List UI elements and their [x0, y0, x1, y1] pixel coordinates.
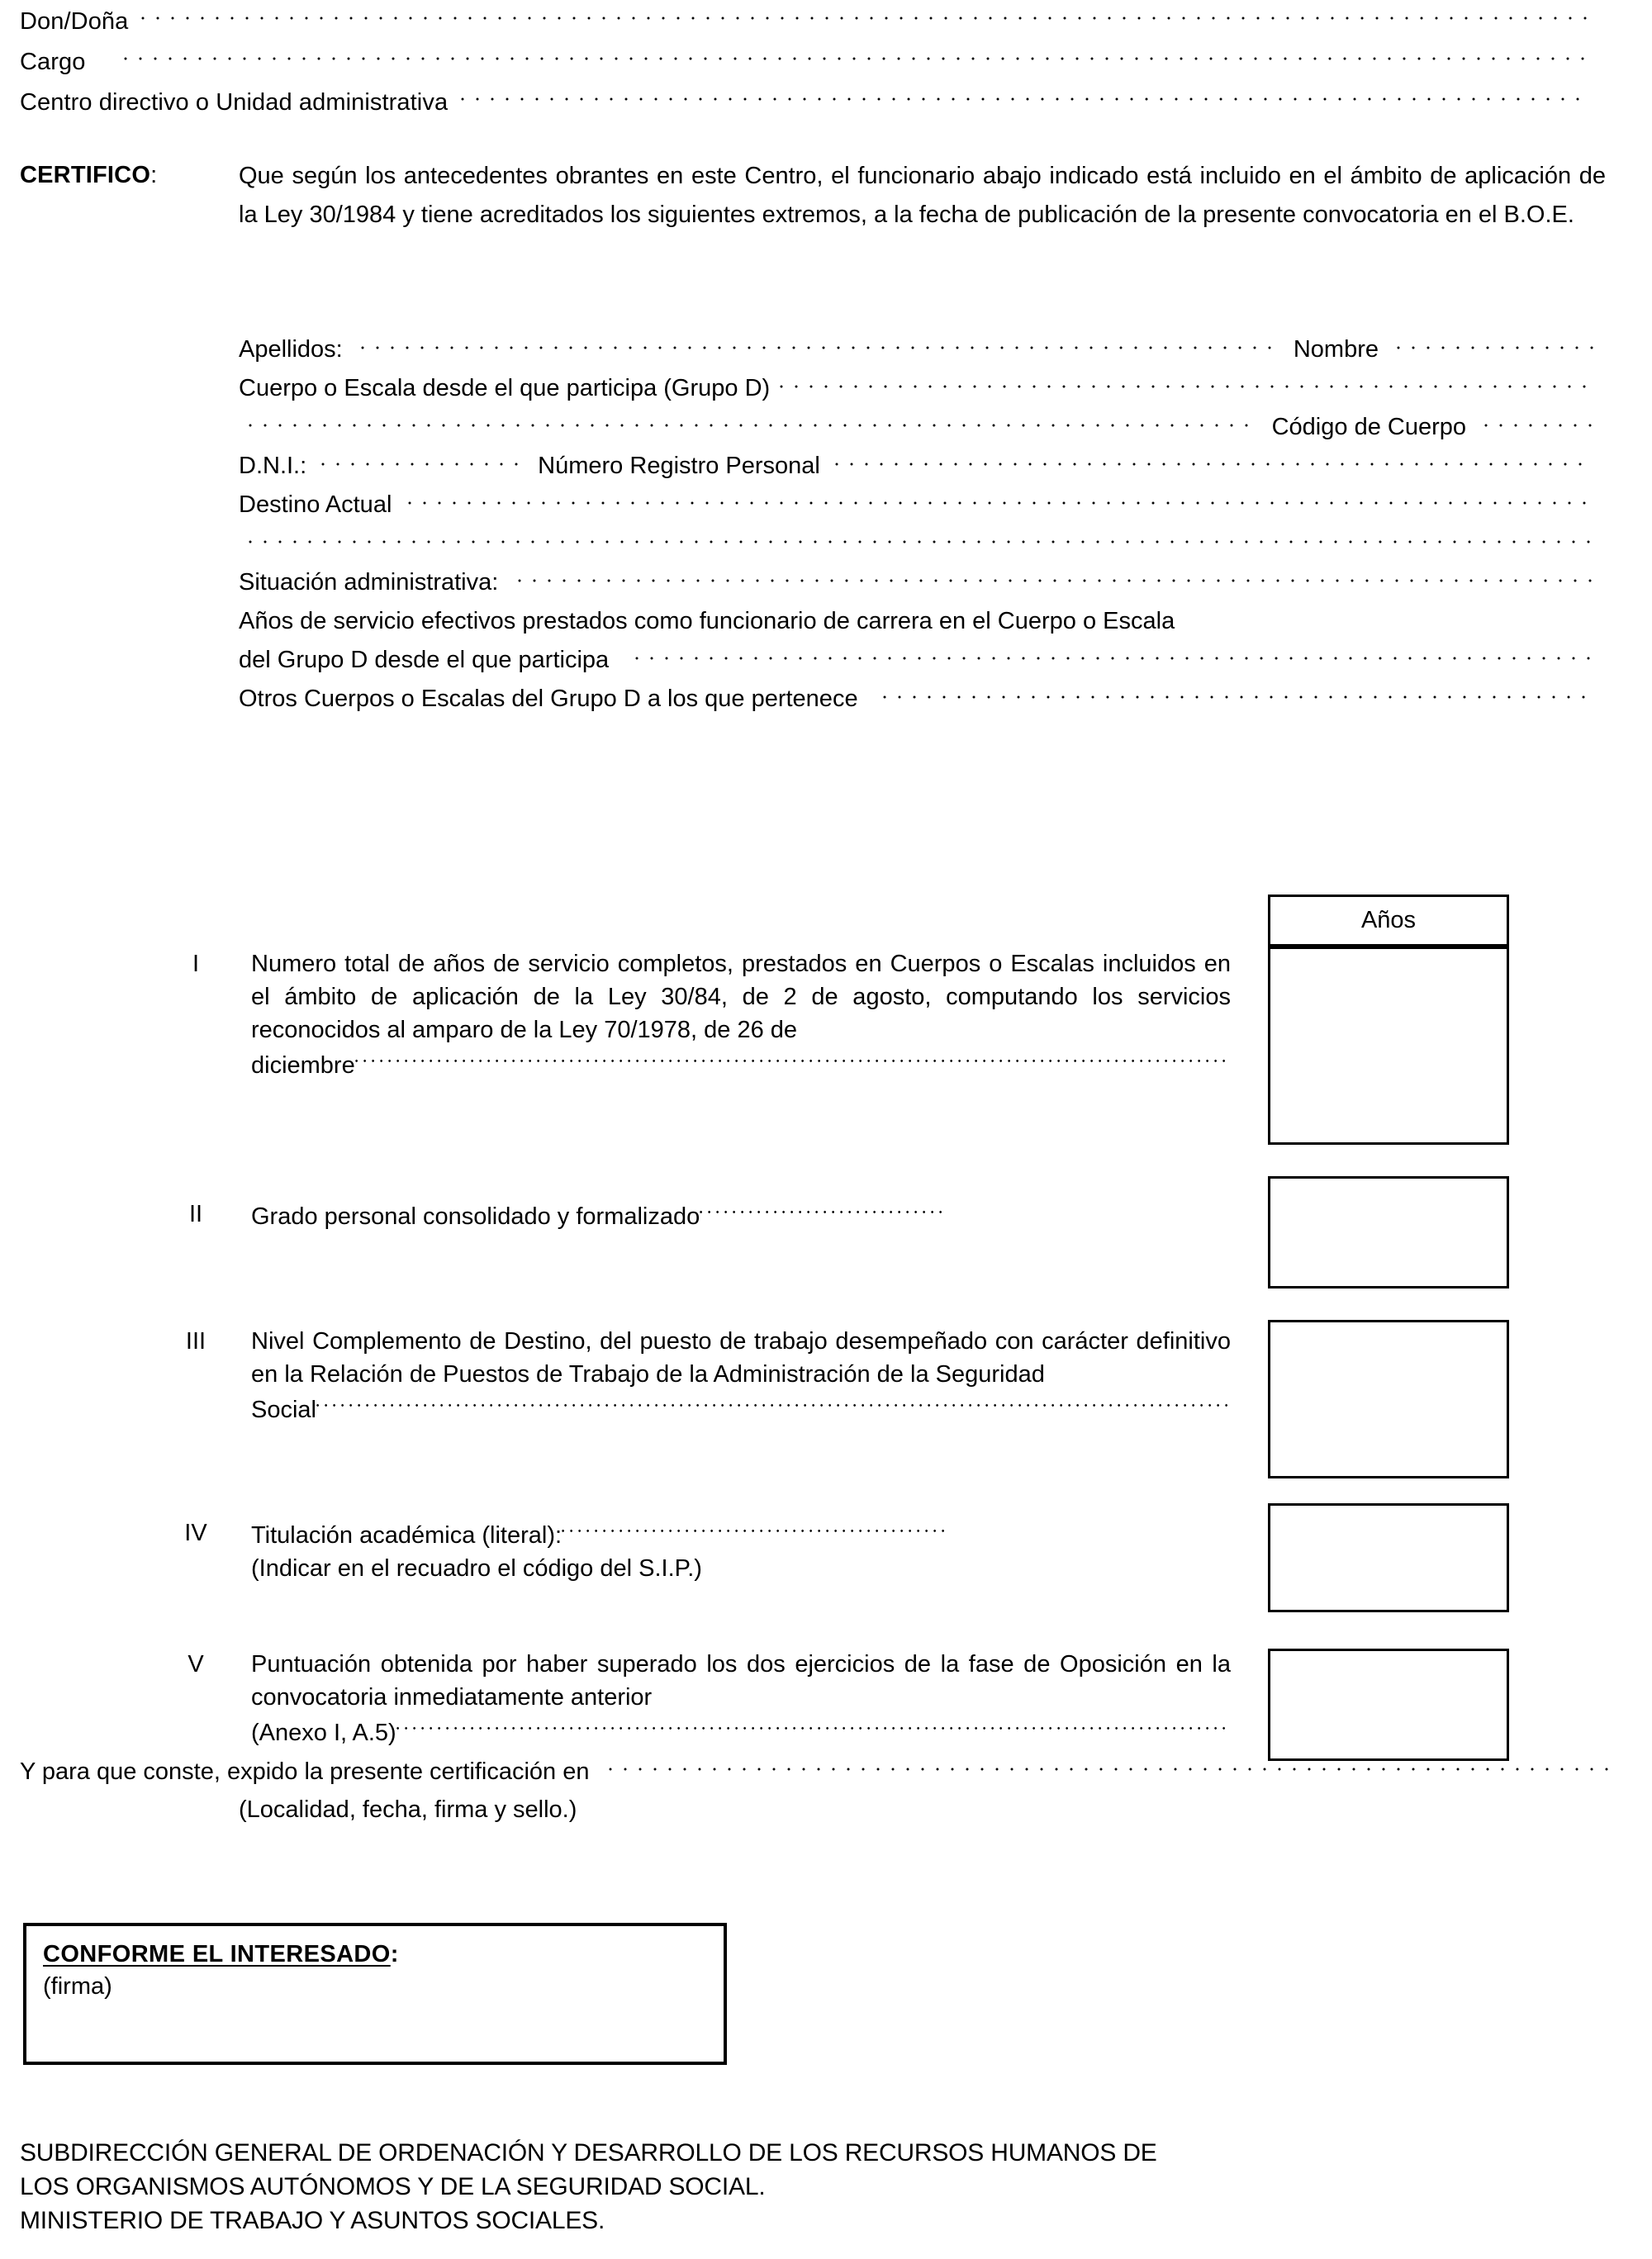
conforme-interesado-box[interactable] [23, 1923, 727, 2065]
item-ii-body [251, 1198, 1231, 1233]
dotted-leader [562, 1516, 950, 1545]
field-row-dni-nrp [239, 447, 1593, 486]
field-row-apellidos-nombre [239, 330, 1593, 369]
field-label-nrp: Número Registro Personal [538, 453, 820, 479]
dotted-leader [408, 489, 1593, 518]
item-ii [165, 1198, 1231, 1233]
field-label-codigo-cuerpo: Código de Cuerpo [1271, 414, 1466, 440]
answer-box-iv[interactable] [1268, 1503, 1509, 1612]
field-row-otros-cuerpos [239, 680, 1593, 719]
item-iv-numeral: IV [184, 1520, 207, 1546]
item-v-body [251, 1648, 1231, 1749]
item-i-body [251, 947, 1231, 1082]
item-v-text: Puntuación obtenida por haber superado los dos ejercicios de la fase de Oposición en la convocatoria inmediatamente anterior [251, 1651, 1231, 1711]
answer-box-iii[interactable] [1268, 1320, 1509, 1478]
dotted-leader [396, 1714, 1231, 1743]
dotted-leader [780, 373, 1593, 401]
field-label-situacion-administrativa: Situación administrativa: [239, 569, 499, 596]
field-label-don-dona: Don/Doña [20, 8, 129, 35]
footer-block [20, 2136, 1639, 2238]
item-ii-lastline [251, 1198, 1231, 1233]
field-label-anios-servicio-line1: Años de servicio efectivos prestados como funcionario de carrera en el Cuerpo o Escala [239, 608, 1175, 634]
conforme-title-colon: : [390, 1941, 399, 1967]
field-label-centro-directivo: Centro directivo o Unidad administrativa [20, 89, 449, 116]
item-iii-lastword: Social [251, 1397, 316, 1424]
item-iv [165, 1516, 1231, 1585]
closing-block [20, 1753, 1614, 1829]
field-label-apellidos: Apellidos: [239, 336, 343, 363]
field-row-don-dona [20, 3, 1589, 40]
field-row-anios-servicio-line2 [239, 641, 1593, 680]
item-iv-lastword: Titulación académica (literal): [251, 1522, 563, 1550]
dotted-leader [461, 85, 1589, 114]
dotted-leader [635, 644, 1593, 673]
closing-line2-text: (Localidad, fecha, firma y sello.) [239, 1796, 577, 1823]
item-i-text: Numero total de años de servicio completos, prestados en Cuerpos o Escalas incluidos en el ámbito de aplicación de la Ley 30/84, de 2 de agosto, computando los servicios reconocidos al amparo de la Ley 70/1978, de 26 de [251, 951, 1231, 1043]
item-i-lastword: diciembre [251, 1052, 355, 1080]
item-v-lastline [251, 1714, 1231, 1749]
dotted-leader [518, 567, 1593, 596]
item-iii-lastline [251, 1391, 1231, 1426]
item-v [165, 1648, 1231, 1749]
item-iv-note: (Indicar en el recuadro el código del S.I.P.) [251, 1555, 702, 1583]
item-ii-lastword: Grado personal consolidado y formalizado [251, 1203, 700, 1231]
header-field-list [20, 3, 1589, 125]
field-row-cargo [20, 44, 1589, 80]
dotted-leader [355, 1046, 1231, 1075]
dotted-leader [321, 450, 523, 479]
item-iii-numeral: III [185, 1328, 206, 1355]
table-header-anios-label: Años [1360, 907, 1417, 933]
dotted-leader [700, 1198, 947, 1227]
item-v-numeral: V [188, 1651, 204, 1678]
field-row-situacion-administrativa [239, 563, 1593, 602]
field-label-anios-servicio-line2: del Grupo D desde el que participa [239, 647, 610, 673]
field-row-codigo-cuerpo [239, 408, 1593, 447]
field-label-destino-actual: Destino Actual [239, 491, 392, 518]
item-i-lastline [251, 1046, 1231, 1082]
dotted-leader [141, 4, 1589, 33]
dotted-leader [883, 683, 1593, 712]
item-iv-body [251, 1516, 1231, 1585]
conforme-title: CONFORME EL INTERESADO [43, 1941, 391, 1967]
field-row-anios-servicio-line1 [239, 602, 1593, 641]
certifico-heading-text: CERTIFICO [20, 162, 151, 188]
field-row-cuerpo-escala [239, 369, 1593, 408]
indented-field-list [239, 330, 1593, 719]
dotted-leader [609, 1755, 1614, 1784]
answer-box-i[interactable] [1268, 947, 1509, 1145]
item-i [165, 947, 1231, 1082]
certifico-block [20, 157, 1614, 235]
certifico-paragraph-wrap [239, 157, 1606, 235]
dotted-leader [249, 411, 1254, 440]
dotted-leader [1397, 334, 1593, 363]
closing-line1-text: Y para que conste, expido la presente certificación en [20, 1758, 590, 1785]
footer-line1: SUBDIRECCIÓN GENERAL DE ORDENACIÓN Y DESARROLLO DE LOS RECURSOS HUMANOS DE [20, 2139, 1157, 2166]
item-iii [165, 1325, 1231, 1426]
dotted-leader [1484, 411, 1593, 440]
field-row-destino-actual [239, 486, 1593, 524]
conforme-title-row [43, 1941, 724, 1968]
certifico-heading-colon: : [150, 162, 158, 188]
field-label-cuerpo-escala: Cuerpo o Escala desde el que participa (Grupo D) [239, 375, 771, 401]
dotted-leader [316, 1391, 1231, 1420]
dotted-leader [361, 334, 1275, 363]
item-v-lastword: (Anexo I, A.5) [251, 1720, 396, 1747]
footer-line3: MINISTERIO DE TRABAJO Y ASUNTOS SOCIALES. [20, 2207, 605, 2234]
dotted-leader [835, 450, 1593, 479]
answer-box-ii[interactable] [1268, 1176, 1509, 1288]
dotted-leader [249, 528, 1593, 557]
certifico-heading [20, 162, 157, 189]
certifico-paragraph: Que según los antecedentes obrantes en este Centro, el funcionario abajo indicado está incluido en el ámbito de aplicación de la Ley 30/1984 y tiene acreditados los siguientes extremos, a la fecha de publicación de la presente convocatoria en el B.O.E. [239, 163, 1606, 228]
item-iii-body [251, 1325, 1231, 1426]
closing-line1-row [20, 1753, 1614, 1791]
item-ii-numeral: II [188, 1201, 203, 1227]
field-label-cargo: Cargo [20, 49, 86, 75]
item-i-numeral: I [192, 951, 200, 977]
field-label-nombre: Nombre [1293, 336, 1379, 363]
footer-line2: LOS ORGANISMOS AUTÓNOMOS Y DE LA SEGURIDAD SOCIAL. [20, 2173, 766, 2200]
dotted-leader [124, 45, 1590, 74]
field-label-otros-cuerpos: Otros Cuerpos o Escalas del Grupo D a los que pertenece [239, 686, 858, 712]
field-label-dni: D.N.I.: [239, 453, 307, 479]
field-row-centro-directivo [20, 84, 1589, 121]
conforme-subtitle: (firma) [43, 1973, 112, 2000]
item-iii-text: Nivel Complemento de Destino, del puesto de trabajo desempeñado con carácter definitivo en la Relación de Puestos de Trabajo de la Administración de la Seguridad [251, 1328, 1231, 1388]
field-row-destino-actual-continuation [239, 524, 1593, 563]
item-iv-lastline [251, 1516, 1231, 1552]
table-header-anios [1268, 895, 1509, 947]
answer-box-v[interactable] [1268, 1649, 1509, 1761]
